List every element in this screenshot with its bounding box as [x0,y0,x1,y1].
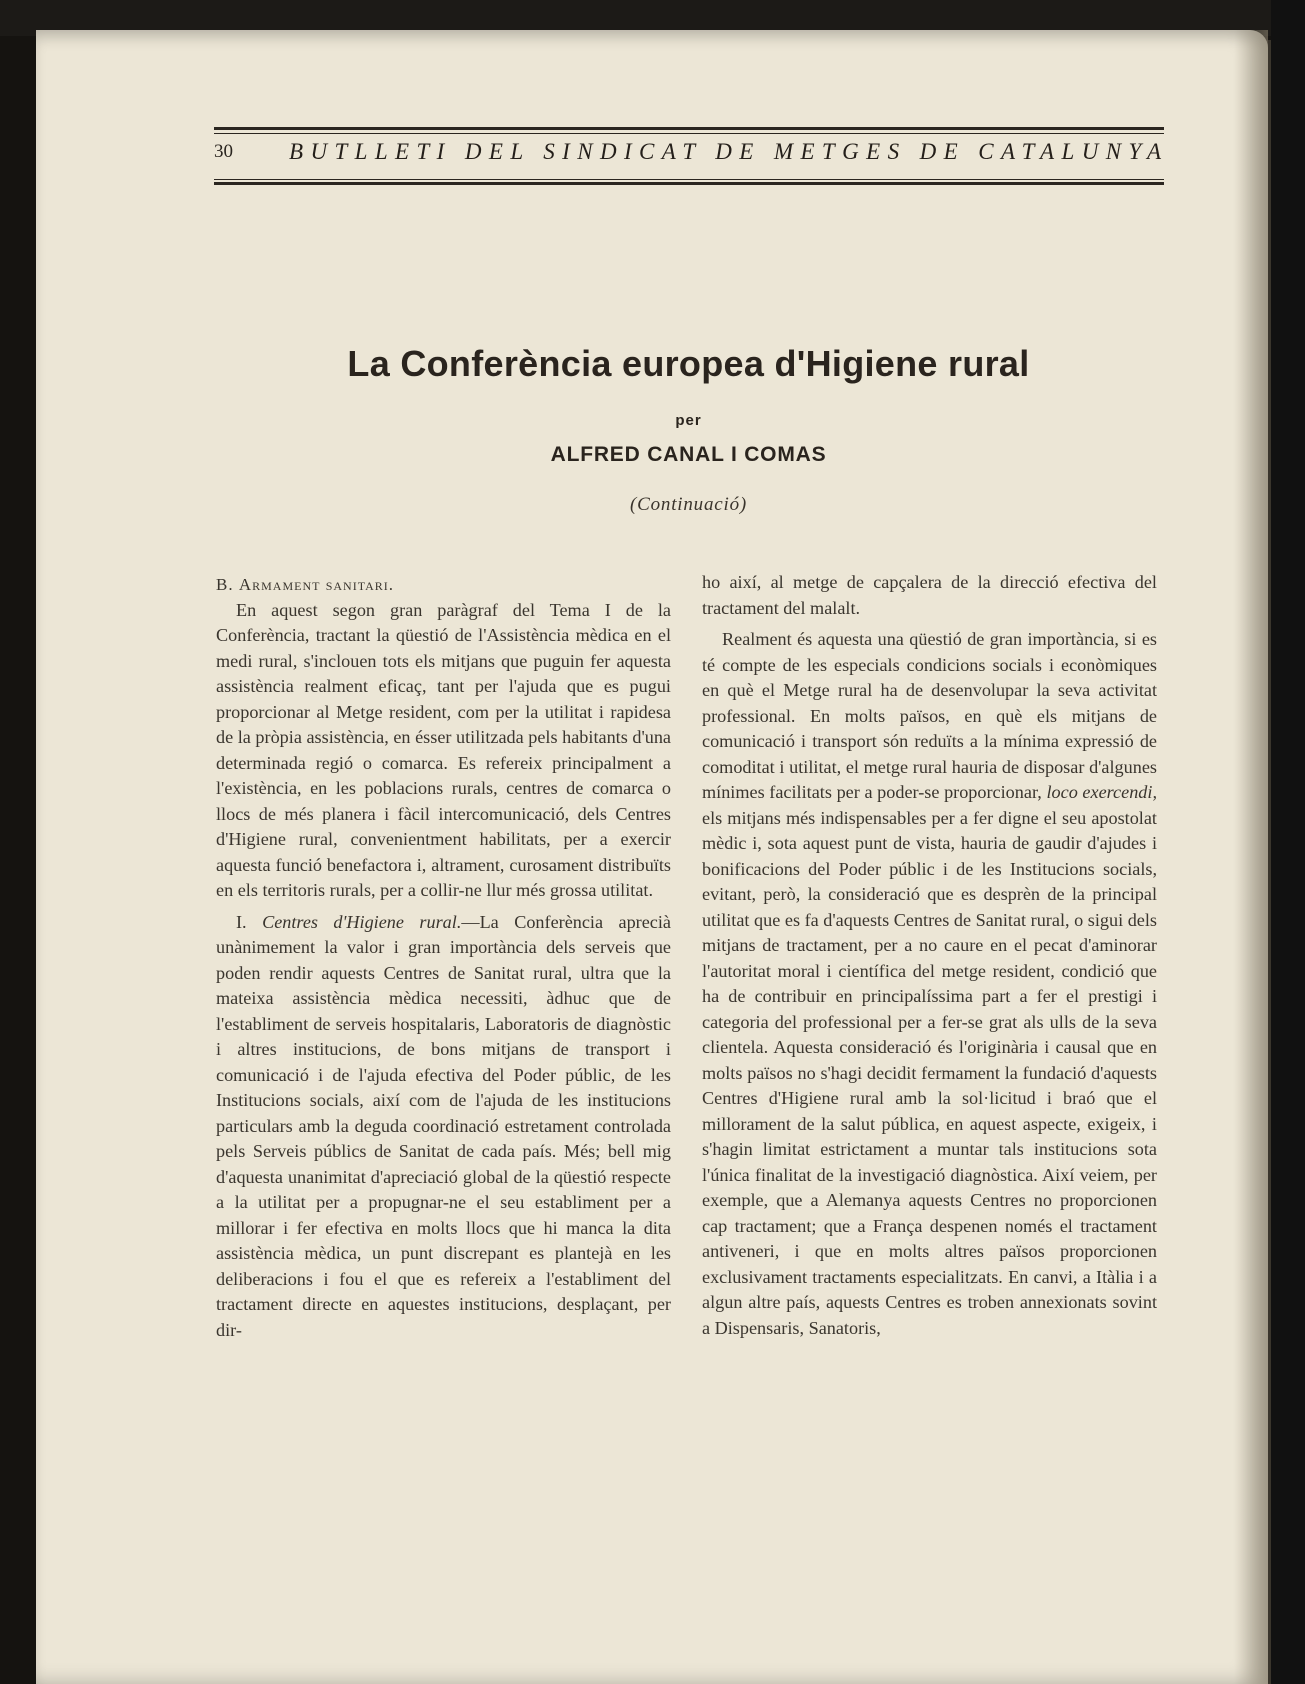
page-gutter-shadow [1234,30,1268,1684]
page-number: 30 [214,141,233,162]
paragraph [216,910,671,1344]
left-column [216,572,671,1343]
article-author: ALFRED CANAL I COMAS [550,443,827,466]
article-title: La Conferència europea d'Higiene rural [347,343,1030,384]
running-title: BUTLLETI DEL SINDICAT DE METGES DE CATALUNYA [289,139,1169,164]
byline-prefix: per [675,412,702,429]
paragraph: En aquest segon gran paràgraf del Tema I de la Conferència, tractant la qüestió de l'Assistència mèdica en el medi rural, s'inclouen tots els mitjans que puguin fer aquesta assistència realment eficaç, tant per l'ajuda que es pugui proporcionar al Metge resident, com per la utilitat i rapidesa de la pròpia assistència, en ésser utilitzada pels habitants d'una determinada regió o comarca. Es refereix principalment a l'existència, en les poblacions rurals, centres de comarca o llocs de més planera i fàcil intercomunicació, dels Centres d'Higiene rural, convenientment habilitats, per a exercir aquesta funció benefactora i, altrament, curosament distribuïts en els territoris rurals, per a collir-ne llur més grossa utilitat. [216,599,671,900]
running-header [214,127,1169,191]
header-rule-bottom [214,182,1164,185]
right-column [702,570,1157,1341]
section-title: Armament sanitari. [238,575,394,594]
header-rule-top-thin [214,133,1164,134]
section-letter: B. [216,575,234,594]
latin-phrase: loco exercendi, [1046,782,1157,802]
subsection-text: —La Conferència aprecià unànimement la valor i gran importància dels serveis que poden rendir aquests Centres de Sanitat rural, ultra que la mateixa assistència mèdica necessiti, àdhuc que de l'establiment de serveis hospitalaris, Laboratoris de diagnòstic i altres institucions, de bons mitjans de transport i comunicació i de l'ajuda efectiva del Poder públic, de les Institucions socials, així com de l'ajuda de les institucions particulars amb la deguda coordinació estretament controlada pels Serveis públics de Sanitat de cada país. Més; bell mig d'aquesta unanimitat d'apreciació global de la qüestió respecte a la utilitat per a propugnar-ne el seu establiment per a millorar i fer efectiva en molts llocs que hi manca la dita assistència mèdica, un punt discrepant es plantejà en les deliberacions i fou el que es refereix a l'establiment del tractament directe en aquestes institucions, desplaçant, per dir- [216,911,672,1340]
paragraph: ho així, al metge de capçalera de la direcció efectiva del tractament del malalt. [702,572,1157,618]
paragraph-text: Realment és aquesta una qüestió de gran importància, si es té compte de les especials condicions socials i econòmiques en què el Metge rural ha de desenvolupar la seva activitat professional. En molts països, en què els mitjans de comunicació i transport són reduïts a la mínima expressió de comoditat i utilitat, el metge rural hauria de disposar d'algunes mínimes facilitats per a poder-se proporcionar, [702,629,1157,802]
header-rule-top [214,127,1164,130]
paragraph [702,627,1157,1341]
article-subtitle: (Continuació) [630,494,747,515]
subsection-heading: Centres d'Higiene rural. [262,911,462,932]
subsection-number: I. [236,911,247,932]
paragraph-text: els mitjans més indispensables per a fer digne el seu apostolat mèdic i, sota aquest punt de vista, hauria de gaudir d'ajudes i bonificacions del Poder públic i de les Institucions socials, evitant, però, la consideració que es desprèn de la principal utilitat que es fa d'aquests Centres de Sanitat rural, o sigui dels mitjans de tractament, per a no caure en el pecat d'aminorar l'autoritat moral i científica del metge resident, condició que ha de contribuir en principalíssima part a fer el prestigi i categoria del professional per a fer-se grat als ulls de la seva clientela. Aquesta consideració és l'originària i causal que en molts països no s'hagi decidit fermament la fundació d'aquests Centres d'Higiene rural amb la sol·licitud i braó que el millorament de la salut pública, en aquest aspecte, exigeix, i s'hagin limitat estrictament a muntar tals institucions sota l'única finalitat de la investigació diagnòstica. Així veiem, per exemple, que a Alemanya aquests Centres no proporcionen cap tractament; que a França despenen només el tractament antiveneri, i que en molts altres països proporcionen exclusivament tractaments especialitzats. En canvi, a Itàlia i a algun altre país, aquests Centres es troben annexionats sovint a Dispensaris, Sanatoris, [702,807,1157,1338]
scan-edge [1271,0,1305,1684]
header-rule-bottom-thin [214,179,1164,180]
section-heading [216,572,671,598]
